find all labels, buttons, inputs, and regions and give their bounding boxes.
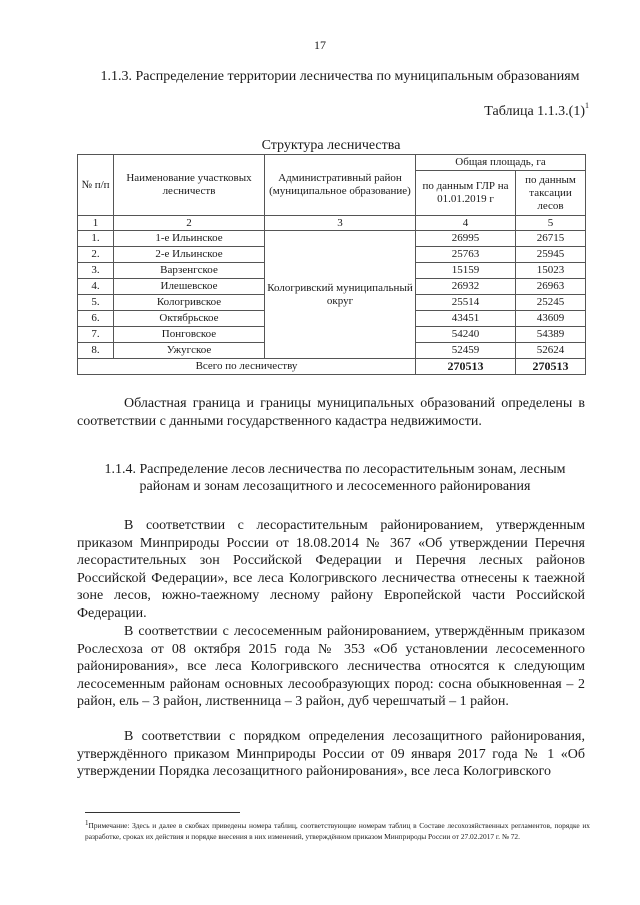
row-name: Варзенгское [114,263,265,279]
section-title-1-1-3: 1.1.3. Распределение территории лесничества по муниципальным образованиям [100,69,580,84]
table-total-row [78,359,586,375]
header-district: Административный район (муниципальное образование) [265,155,416,216]
table-label-text: Таблица 1.1.3.(1) [484,104,585,119]
paragraph-seed-zoning [77,623,585,711]
column-number: 4 [416,216,516,231]
row-num: 8. [78,343,114,359]
total-taxation: 270513 [516,359,586,375]
row-name: 2-е Ильинское [114,247,265,263]
row-name: Октябрьское [114,311,265,327]
paragraph-forest-protection-zoning [77,728,585,781]
header-area-taxation: по данным таксации лесов [516,171,586,216]
section-title-1-1-4: 1.1.4. Распределение лесов лесничества по лесорастительным зонам, лесным районам и зонам лесозащитного и лесосеменного районирования [104,462,566,494]
footnote-mark: 1 [85,819,89,827]
row-name: Ужугское [114,343,265,359]
row-num: 5. [78,295,114,311]
row-taxation: 26715 [516,231,586,247]
row-taxation: 54389 [516,327,586,343]
row-num: 4. [78,279,114,295]
column-number-row [78,216,586,231]
row-num: 6. [78,311,114,327]
row-glr: 26932 [416,279,516,295]
paragraph-text: В соответствии с лесорастительным районированием, утвержденным приказом Минприроды России от 18.08.2014 № 367 «Об утверждении Перечня лесорастительных зон Российской Федерации и Перечня лесных районов Российской Федерации», все леса Кологривского лесничества отнесены к таежной зоне лесов, южно-таежному лесному району Европейской части Российской Федерации. [77,518,585,621]
header-area-group: Общая площадь, га [416,155,586,171]
paragraph-text: Областная граница и границы муниципальных образований определены в соответствии с данными государственного кадастра недвижимости. [77,396,585,429]
row-taxation: 25945 [516,247,586,263]
row-taxation: 43609 [516,311,586,327]
forestry-structure-table [77,154,586,375]
column-number: 2 [114,216,265,231]
column-number: 3 [265,216,416,231]
footnote-text: Примечание: Здесь и далее в скобках приведены номера таблиц, соответствующие номерам таблиц в Составе лесохозяйственных регламентов, порядке их разработке, сроках их действия и порядке внесения в них изменений, утверждённом приказом Минприроды России от 27.02.2017 г. № 72. [85,821,590,841]
row-glr: 25763 [416,247,516,263]
row-glr: 25514 [416,295,516,311]
paragraph-forest-growing-zoning [77,517,585,622]
row-name: Кологривское [114,295,265,311]
row-name: Илешевское [114,279,265,295]
table-label [484,101,589,120]
header-name: Наименование участковых лесничеств [114,155,265,216]
row-taxation: 15023 [516,263,586,279]
column-number: 5 [516,216,586,231]
row-num: 3. [78,263,114,279]
footnote-separator [85,812,240,813]
row-glr: 43451 [416,311,516,327]
column-number: 1 [78,216,114,231]
row-glr: 26995 [416,231,516,247]
table-caption: Структура лесничества [261,138,401,153]
row-glr: 15159 [416,263,516,279]
page-number: 17 [314,38,326,52]
paragraph-text: В соответствии с лесосеменным районированием, утверждённым приказом Рослесхоза от 08 октября 2015 года № 353 «Об установлении лесосеменного районирования», все леса Кологривского лесничества относятся к следующим лесосеменным районам основных лесообразующих пород: сосна обыкновенная – 2 район, ель – 3 район, лиственница – 3 район, дуб черешчатый – 1 район. [77,624,585,709]
header-num: № п/п [78,155,114,216]
total-label: Всего по лесничеству [78,359,416,375]
footnote [85,818,590,842]
paragraph-boundaries [77,395,585,430]
row-glr: 52459 [416,343,516,359]
row-name: 1-е Ильинское [114,231,265,247]
row-glr: 54240 [416,327,516,343]
row-taxation: 52624 [516,343,586,359]
row-num: 2. [78,247,114,263]
row-taxation: 26963 [516,279,586,295]
row-num: 1. [78,231,114,247]
district-cell: Кологривский муниципальный округ [265,231,416,359]
footnote-reference: 1 [585,101,589,110]
row-num: 7. [78,327,114,343]
paragraph-text: В соответствии с порядком определения лесозащитного районирования, утверждённого приказом Минприроды России от 09 января 2017 года № 1 «Об утверждении Порядка лесозащитного районирования», все леса Кологривского [77,729,585,779]
table-header-row [78,155,586,171]
row-name: Понговское [114,327,265,343]
row-taxation: 25245 [516,295,586,311]
table-row [78,231,586,247]
total-glr: 270513 [416,359,516,375]
header-area-glr: по данным ГЛР на 01.01.2019 г [416,171,516,216]
